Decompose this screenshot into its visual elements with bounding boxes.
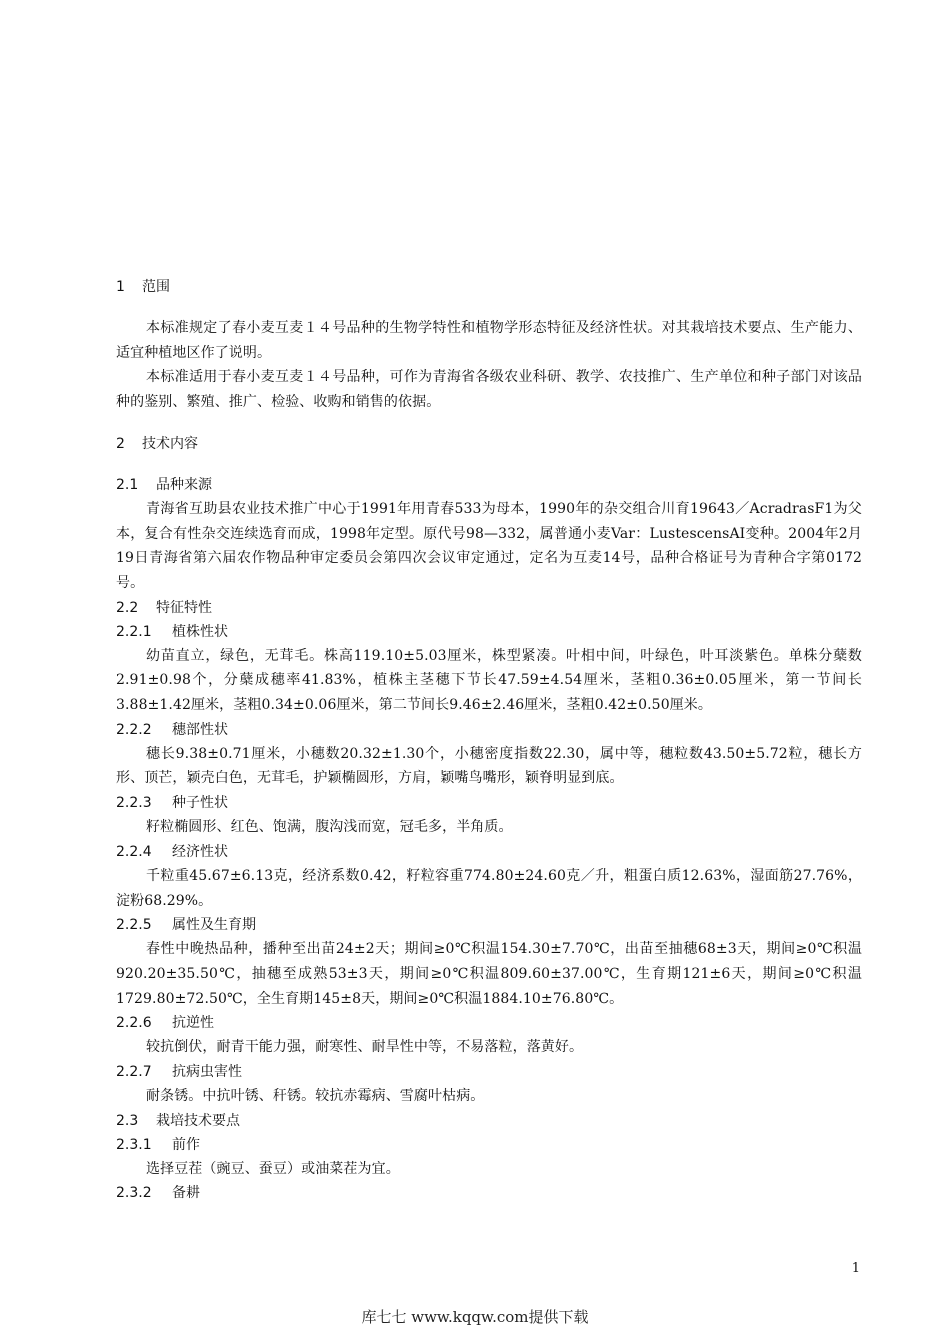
subsection-heading-2-2-6: 2.2.6 抗逆性	[116, 1015, 214, 1032]
subsection-heading-2-2-7: 2.2.7 抗病虫害性	[116, 1064, 242, 1081]
subsection-heading-2-2-1: 2.2.1 植株性状	[116, 623, 228, 640]
subsection-heading-2-2-3: 2.2.3 种子性状	[116, 795, 228, 812]
paragraph-variety-origin: 青海省互助县农业技术推广中心于1991年用青春533为母本，1990年的杂交组合川育19643／AcradrasF1为父本，复合有性杂交连续选育而成，1998年定型。原代号98—332，属普通小麦Var：LustescensAI变种。2004年2月19日青海省第六届农作物品种审定委员会第四次会议审定通过，定名为互麦14号，品种合格证号为青种合字第0172号。	[116, 500, 862, 591]
paragraph-growth-period: 春性中晚热品种，播种至出苗24±2天；期间≥0℃积温154.30±7.70℃，出苗至抽穗68±3天，期间≥0℃积温920.20±35.50℃，抽穗至成熟53±3天，期间≥0℃积温809.60±37.00℃，生育期121±6天，期间≥0℃积温1729.80±72.50℃，全生育期145±8天，期间≥0℃积温1884.10±76.80℃。	[116, 941, 862, 1007]
paragraph-scope-1: 本标准规定了春小麦互麦１４号品种的生物学特性和植物学形态特征及经济性状。对其栽培技术要点、生产能力、适宜种植地区作了说明。	[116, 320, 862, 361]
section-heading-2: 2 技术内容	[116, 435, 198, 452]
paragraph-stress-resistance: 较抗倒伏，耐青干能力强，耐寒性、耐旱性中等，不易落粒，落黄好。	[146, 1039, 584, 1056]
subsection-heading-2-2-2: 2.2.2 穗部性状	[116, 721, 228, 738]
subsection-heading-2-3: 2.3 栽培技术要点	[116, 1112, 240, 1129]
download-footer: 库七七 www.kqqw.com提供下载	[361, 1308, 589, 1326]
paragraph-economic-traits: 千粒重45.67±6.13克，经济系数0.42，籽粒容重774.80±24.60克／升，粗蛋白质12.63%，湿面筋27.76%，淀粉68.29%。	[116, 867, 862, 909]
subsection-heading-2-3-2: 2.3.2 备耕	[116, 1185, 200, 1202]
subsection-heading-2-2-4: 2.2.4 经济性状	[116, 843, 228, 860]
document-body	[116, 276, 862, 1205]
subsection-heading-2-2: 2.2 特征特性	[116, 599, 212, 616]
subsection-heading-2-2-5: 2.2.5 属性及生育期	[116, 917, 256, 934]
paragraph-spike-traits: 穗长9.38±0.71厘米，小穗数20.32±1.30个，小穗密度指数22.30，属中等，穗粒数43.50±5.72粒，穗长方形、顶芒，颖壳白色，无茸毛，护颖椭圆形，方肩，颖嘴鸟嘴形，颖脊明显到底。	[116, 745, 862, 787]
subsection-heading-2-1: 2.1 品种来源	[116, 476, 212, 493]
subsection-heading-2-3-1: 2.3.1 前作	[116, 1136, 200, 1153]
paragraph-scope-2: 本标准适用于春小麦互麦１４号品种，可作为青海省各级农业科研、教学、农技推广、生产单位和种子部门对该品种的鉴别、繁殖、推广、检验、收购和销售的依据。	[116, 369, 862, 411]
paragraph-previous-crop: 选择豆茬（豌豆、蚕豆）或油菜茬为宜。	[146, 1160, 400, 1177]
paragraph-disease-resistance: 耐条锈。中抗叶锈、秆锈。较抗赤霉病、雪腐叶枯病。	[146, 1088, 485, 1105]
paragraph-seed-traits: 籽粒椭圆形、红色、饱满，腹沟浅而宽，冠毛多，半角质。	[146, 819, 513, 836]
paragraph-plant-traits: 幼苗直立，绿色，无茸毛。株高119.10±5.03厘米，株型紧凑。叶相中间，叶绿色，叶耳淡紫色。单株分蘖数2.91±0.98个，分蘖成穗率41.83%，植株主茎穗下节长47.59±4.54厘米，茎粗0.36±0.05厘米，第一节间长3.88±1.42厘米，茎粗0.34±0.06厘米，第二节间长9.46±2.46厘米，茎粗0.42±0.50厘米。	[116, 647, 862, 714]
page-number: 1	[851, 1261, 860, 1276]
section-heading-1: 1 范围	[116, 279, 170, 295]
